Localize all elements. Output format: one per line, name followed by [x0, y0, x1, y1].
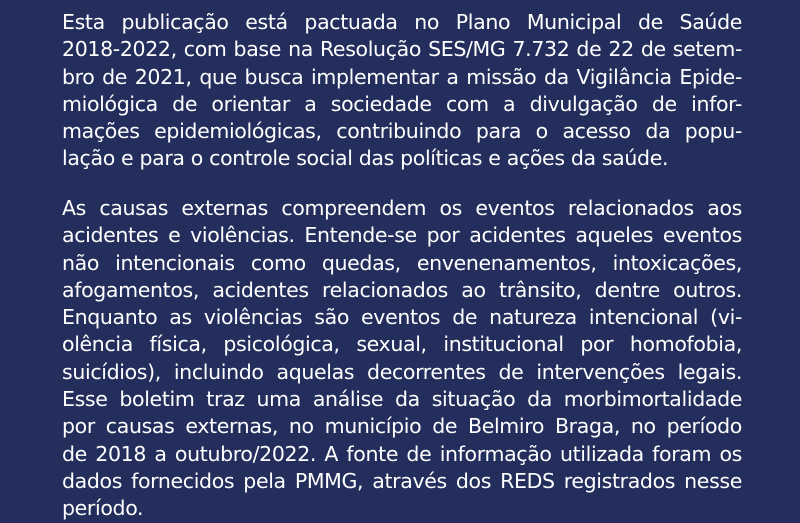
text-line: não intencionais como quedas, envenenamentos, intoxicações, — [62, 250, 742, 275]
text-line: dados fornecidos pela PMMG, através dos REDS registrados nesse — [62, 468, 742, 493]
text-line: mações epidemiológicas, contribuindo para o acesso da popu- — [62, 119, 742, 144]
text-line: olência física, psicológica, sexual, institucional por homofobia, — [62, 332, 742, 357]
text-line: Enquanto as violências são eventos de natureza intencional (vi- — [62, 305, 742, 330]
text-line: Esse boletim traz uma análise da situação da morbimortalidade — [62, 387, 742, 412]
text-line: Esta publicação está pactuada no Plano Municipal de Saúde — [62, 10, 742, 34]
text-line: lação e para o controle social das políticas e ações da saúde. — [62, 146, 669, 171]
text-line: afogamentos, acidentes relacionados ao trânsito, dentre outros. — [62, 277, 742, 302]
text-line: 2018-2022, com base na Resolução SES/MG 7.732 de 22 de setem- — [62, 37, 742, 62]
text-line: As causas externas compreendem os eventos relacionados aos — [62, 196, 742, 220]
text-line: de 2018 a outubro/2022. A fonte de informação utilizada foram os — [62, 441, 742, 466]
text-line: acidentes e violências. Entende-se por acidentes aqueles eventos — [62, 223, 742, 248]
text-line: período. — [62, 496, 144, 521]
text-line: por causas externas, no município de Belmiro Braga, no período — [62, 414, 742, 439]
paragraph-external-causes — [62, 195, 742, 523]
text-line: miológica de orientar a sociedade com a divulgação de infor- — [62, 91, 742, 116]
text-line: bro de 2021, que busca implementar a missão da Vigilância Epide- — [62, 64, 742, 89]
text-line: suicídios), incluindo aquelas decorrentes de intervenções legais. — [62, 359, 742, 384]
paragraph-publication — [62, 9, 742, 173]
